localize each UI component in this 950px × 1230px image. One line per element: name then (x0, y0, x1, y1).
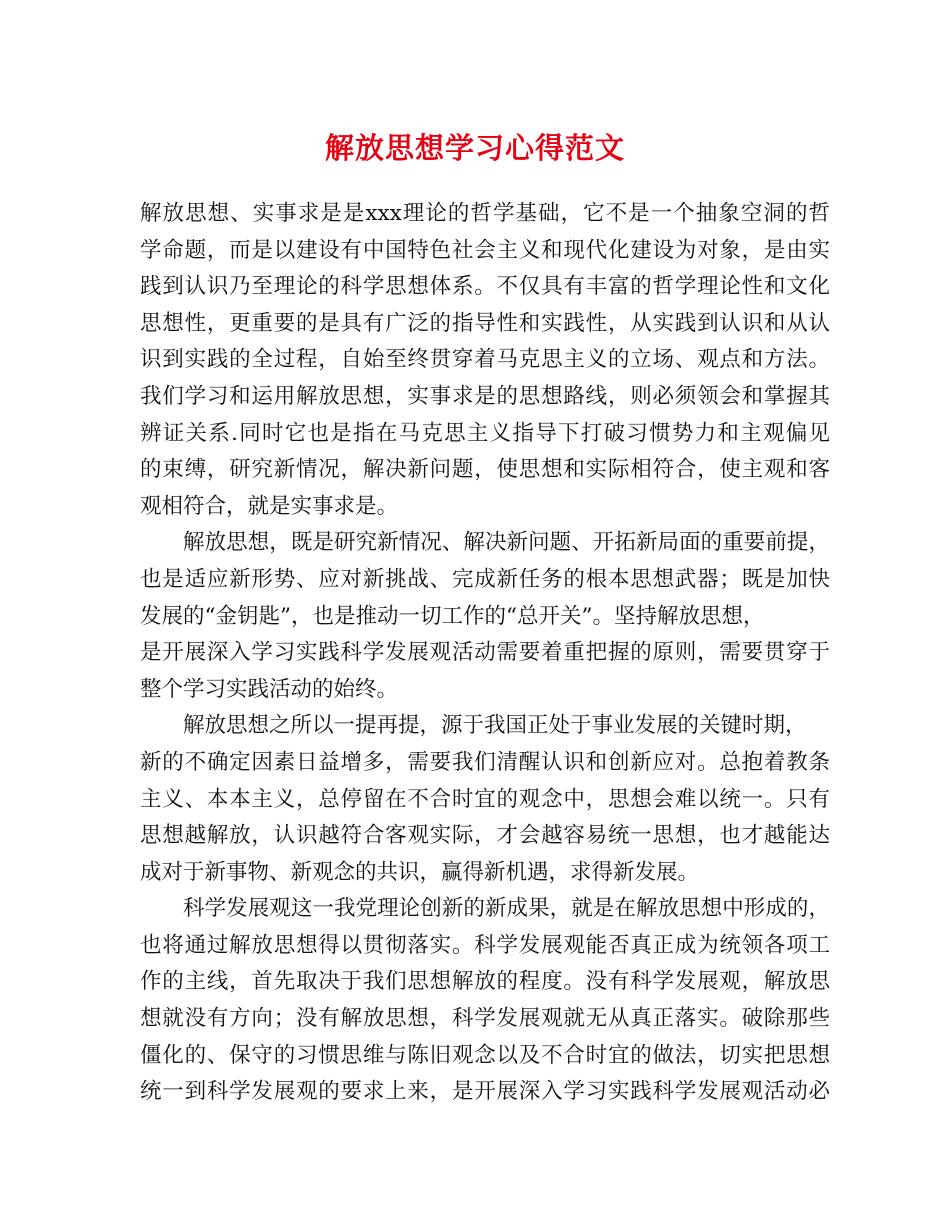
text-line: 解放思想之所以一提再提，源于我国正处于事业发展的关键时期， (183, 713, 807, 739)
text-line: 新的不确定因素日益增多，需要我们清醒认识和创新应对。总抱着教条 (140, 749, 830, 775)
text-line: 作的主线，首先取决于我们思想解放的程度。没有科学发展观，解放思 (140, 969, 830, 995)
text-line: 整个学习实践活动的始终。 (140, 676, 399, 702)
text-line: 解放思想、实事求是是xxx理论的哲学基础，它不是一个抽象空洞的哲 (140, 201, 830, 226)
text-line: 思想越解放，认识越符合客观实际，才会越容易统一思想，也才越能达 (140, 823, 830, 849)
text-line: 也是适应新形势、应对新挑战、完成新任务的根本思想武器；既是加快 (140, 566, 830, 592)
text-line: 发展的“金钥匙”，也是推动一切工作的“总开关”。坚持解放思想， (140, 603, 765, 629)
text-line: 我们学习和运用解放思想，实事求是的思想路线，则必须领会和掌握其 (140, 383, 830, 409)
text-line: 科学发展观这一我党理论创新的新成果，就是在解放思想中形成的， (183, 896, 830, 922)
text-line: 统一到科学发展观的要求上来，是开展深入学习实践科学发展观活动必 (140, 1079, 830, 1105)
document-title: 解放思想学习心得范文 (324, 131, 625, 165)
text-line: 践到认识乃至理论的科学思想体系。不仅具有丰富的哲学理论性和文化 (140, 274, 830, 300)
text-line: 是开展深入学习实践科学发展观活动需要着重把握的原则，需要贯穿于 (140, 640, 830, 666)
text-line: 观相符合，就是实事求是。 (140, 493, 399, 519)
text-line: 的束缚，研究新情况，解决新问题，使思想和实际相符合，使主观和客 (140, 457, 830, 483)
text-line: 解放思想，既是研究新情况、解决新问题、开拓新局面的重要前提， (183, 530, 830, 556)
document-body (140, 196, 830, 1111)
text-line: 想就没有方向；没有解放思想，科学发展观就无从真正落实。破除那些 (140, 1006, 830, 1032)
text-line: 僵化的、保守的习惯思维与陈旧观念以及不合时宜的做法，切实把思想 (140, 1042, 830, 1068)
text-line: 也将通过解放思想得以贯彻落实。科学发展观能否真正成为统领各项工 (140, 932, 830, 958)
text-line: 辨证关系.同时它也是指在马克思主义指导下打破习惯势力和主观偏见 (140, 420, 830, 446)
text-line: 识到实践的全过程，自始至终贯穿着马克思主义的立场、观点和方法。 (140, 347, 830, 373)
text-line: 学命题，而是以建设有中国特色社会主义和现代化建设为对象，是由实 (140, 237, 830, 263)
text-line: 思想性，更重要的是具有广泛的指导性和实践性，从实践到认识和从认 (140, 310, 830, 336)
text-line: 主义、本本主义，总停留在不合时宜的观念中，思想会难以统一。只有 (140, 786, 830, 812)
text-line: 成对于新事物、新观念的共识，赢得新机遇，求得新发展。 (140, 859, 700, 885)
